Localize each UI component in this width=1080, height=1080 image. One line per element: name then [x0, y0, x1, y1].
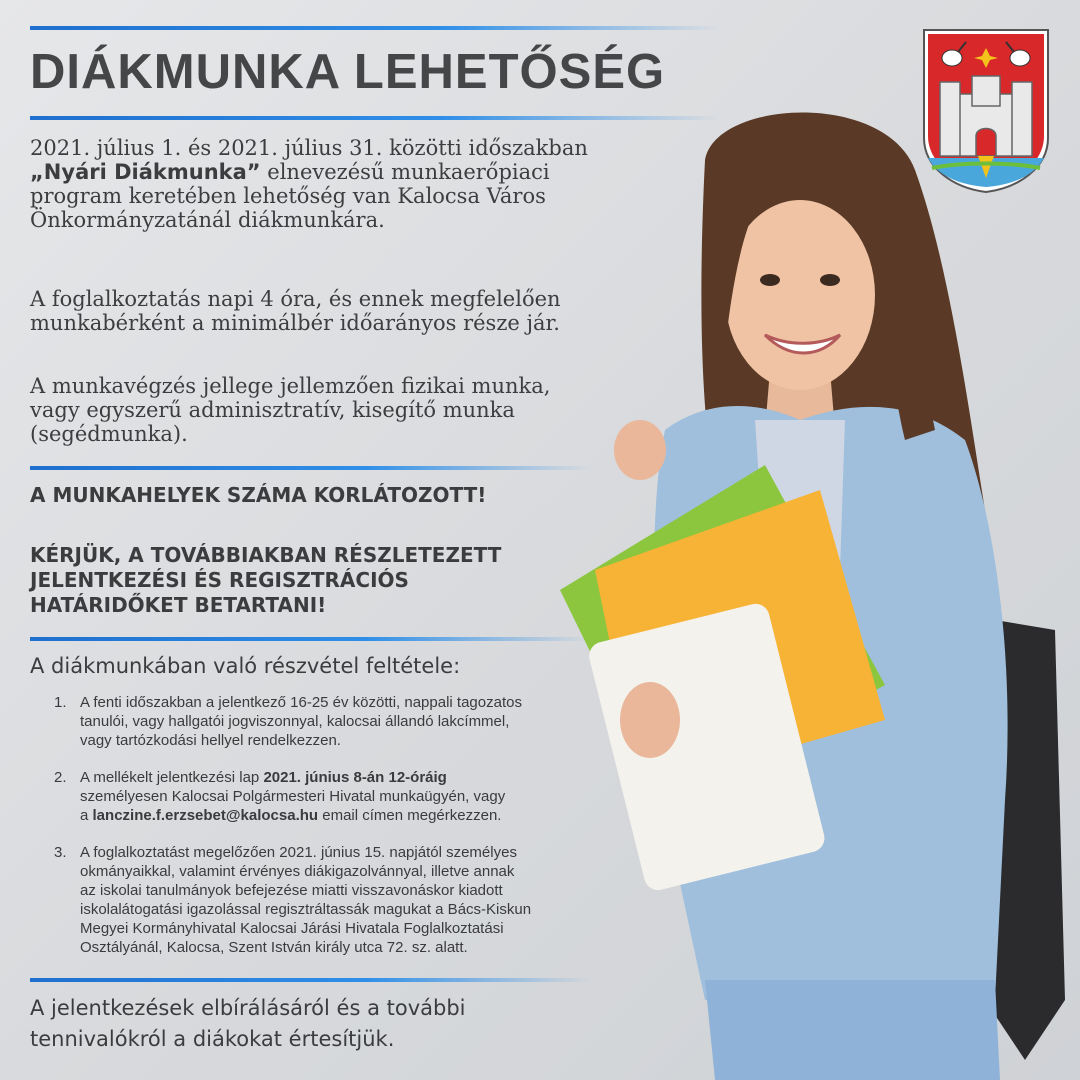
intro-paragraph: 2021. július 1. és 2021. július 31. közötti időszakban „Nyári Diákmunka” elnevezésű munkaerőpiaci program keretében lehetőség van Kalocsa Város Önkormányzatánál diákmunkára.	[30, 136, 588, 232]
hours-paragraph: A foglalkoztatás napi 4 óra, és ennek megfelelően munkabérként a minimálbér időarányos része jár.	[30, 287, 561, 335]
closing-paragraph: A jelentkezések elbírálásáról és a további tennivalókról a diákokat értesítjük.	[30, 996, 466, 1051]
conditions-list	[54, 693, 624, 975]
page-title: DIÁKMUNKA LEHETŐSÉG	[30, 45, 666, 99]
deadline-notice: KÉRJÜK, A TOVÁBBIAKBAN RÉSZLETEZETT JELENTKEZÉSI ÉS REGISZTRÁCIÓS HATÁRIDŐKET BETARTANI!	[30, 543, 502, 617]
kalocsa-coat-of-arms-icon	[922, 28, 1050, 194]
condition-item: 2. A mellékelt jelentkezési lap 2021. június 8-án 12-óráig személyesen Kalocsai Polgármesteri Hivatal munkaügyén, vagy a lanczine.f.erzsebet@kalocsa.hu email címen megérkezzen.	[54, 769, 506, 824]
work-type-paragraph: A munkavégzés jellege jellemzően fizikai munka, vagy egyszerű adminisztratív, kisegítő munka (segédmunka).	[30, 374, 551, 446]
deadline-date: 2021. június 8-án 12-óráig	[263, 769, 447, 786]
contact-email[interactable]: lanczine.f.erzsebet@kalocsa.hu	[92, 807, 319, 824]
title-top-rule	[30, 26, 720, 30]
student-photo	[555, 100, 1080, 1080]
section-rule-1	[30, 466, 590, 470]
section-rule-3	[30, 978, 590, 982]
condition-item: 1. A fenti időszakban a jelentkező 16-25 év közötti, nappali tagozatos tanulói, vagy hallgatói jogviszonnyal, kalocsai állandó lakcímmel, vagy tartózkodási hellyel rendelkezzen.	[54, 694, 522, 749]
program-name: „Nyári Diákmunka”	[30, 160, 261, 184]
condition-item: 3. A foglalkoztatást megelőzően 2021. június 15. napjától személyes okmányaikkal, valamint érvényes diákigazolvánnyal, illetve annak az iskolai tanulmányok befejezése miatti visszavonáskor kiadott iskolalátogatási igazolással regisztráltassák magukat a Bács-Kiskun Megyei Kormányhivatal Kalocsai Járási Hivatala Foglalkoztatási Osztályánál, Kalocsa, Szent István király utca 72. sz. alatt.	[54, 844, 532, 956]
conditions-heading: A diákmunkában való részvétel feltétele:	[30, 654, 461, 678]
section-rule-2	[30, 637, 590, 641]
limited-places-notice: A MUNKAHELYEK SZÁMA KORLÁTOZOTT!	[30, 483, 487, 507]
